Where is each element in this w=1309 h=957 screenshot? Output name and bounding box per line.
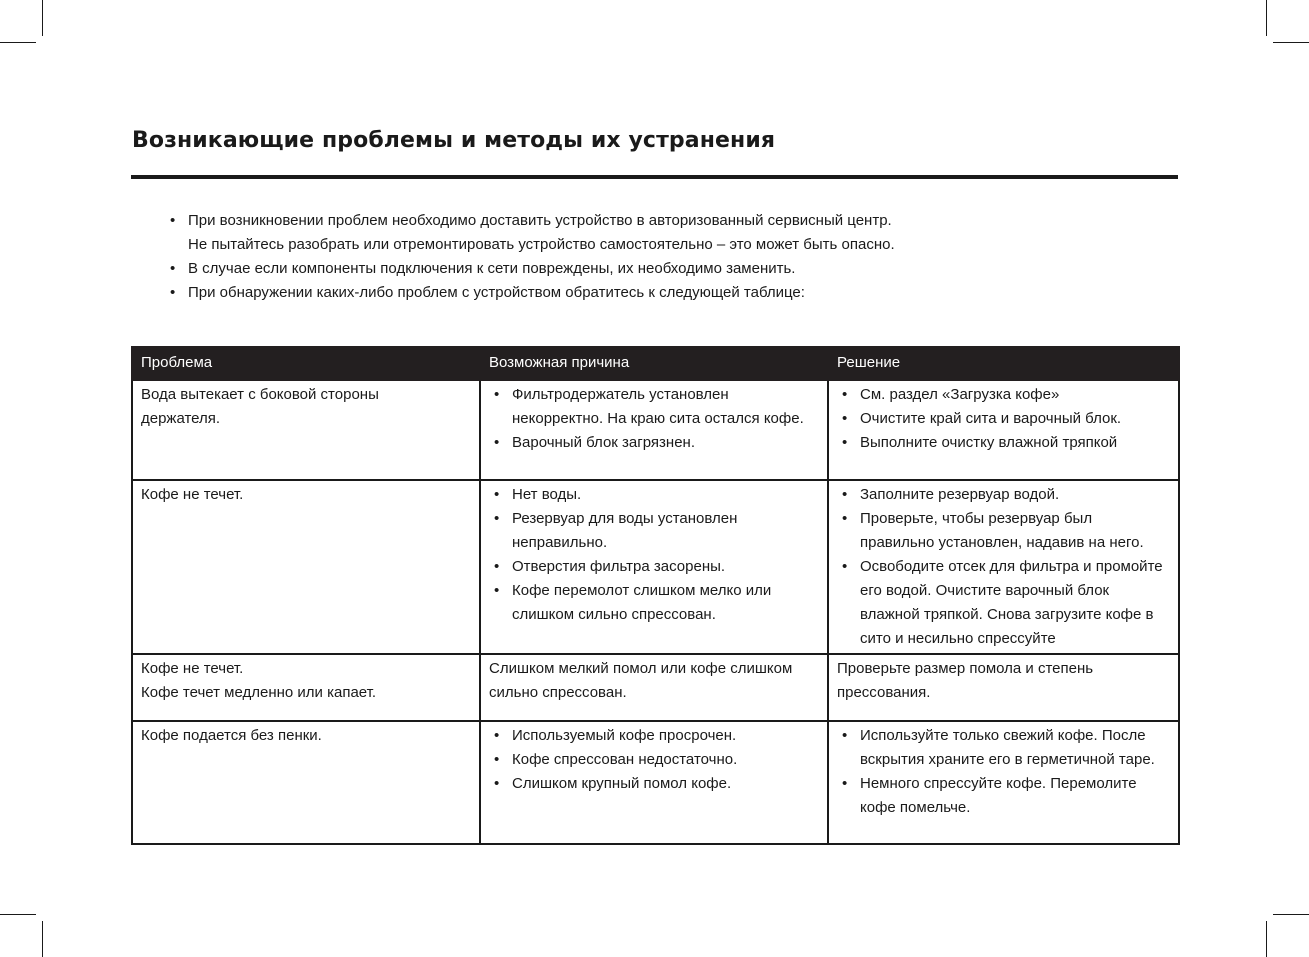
cell-text: Кофе подается без пенки.	[141, 727, 322, 744]
troubleshooting-table	[131, 346, 1180, 845]
intro-item	[168, 209, 1068, 257]
intro-list	[168, 209, 1068, 305]
cause-cell	[480, 654, 828, 721]
intro-item	[168, 281, 1068, 305]
cell-text: Кофе не течет.	[141, 660, 244, 677]
crop-mark	[42, 921, 43, 957]
table-row	[132, 380, 1179, 480]
list-item: • Выполните очистку влажной тряпкой	[837, 431, 1170, 455]
list-item: • Освободите отсек для фильтра и промойте его водой. Очистите варочный блок влажной тряпкой. Снова загрузите кофе в сито и несильно спрессуйте	[837, 555, 1170, 651]
cause-list	[489, 383, 819, 455]
list-item: • Резервуар для воды установлен неправильно.	[489, 507, 819, 555]
crop-mark	[1273, 42, 1309, 43]
list-item: • Заполните резервуар водой.	[837, 483, 1170, 507]
intro-item-text: • При возникновении проблем необходимо доставить устройство в авторизованный сервисный центр.	[188, 212, 892, 229]
column-header-solution: Решение	[828, 347, 1179, 380]
cell-text: Проверьте размер помола и степень	[837, 660, 1094, 677]
list-item: • Фильтродержатель установлен некорректно. На краю сита остался кофе.	[489, 383, 819, 431]
list-item: • Кофе перемолот слишком мелко или слишком сильно спрессован.	[489, 579, 819, 627]
cell-text: прессования.	[837, 684, 931, 701]
column-header-problem: Проблема	[132, 347, 480, 380]
intro-item	[168, 257, 1068, 281]
list-item: • См. раздел «Загрузка кофе»	[837, 383, 1170, 407]
cell-text: Вода вытекает с боковой стороны	[141, 386, 379, 403]
solution-list	[837, 383, 1170, 455]
list-item: • Слишком крупный помол кофе.	[489, 772, 819, 796]
intro-item-text: При обнаружении каких-либо проблем с устройством обратитесь к следующей таблице:	[188, 284, 805, 301]
cause-cell	[480, 721, 828, 844]
table-header-row	[132, 347, 1179, 380]
page-title: Возникающие проблемы и методы их устранения	[132, 128, 776, 153]
table-row	[132, 480, 1179, 654]
list-item: • Используйте только свежий кофе. После вскрытия храните его в герметичной таре.	[837, 724, 1170, 772]
intro-item-text: Не пытайтесь разобрать или отремонтировать устройство самостоятельно – это может быть опасно.	[188, 236, 895, 253]
list-item: • Варочный блок загрязнен.	[489, 431, 819, 455]
solution-cell	[828, 654, 1179, 721]
crop-mark	[0, 42, 36, 43]
cell-text: Кофе не течет.	[141, 486, 244, 503]
list-item: • Кофе спрессован недостаточно.	[489, 748, 819, 772]
solution-list	[837, 724, 1170, 820]
crop-mark	[1273, 914, 1309, 915]
crop-mark	[42, 0, 43, 36]
cell-text: держателя.	[141, 410, 221, 427]
crop-mark	[1266, 921, 1267, 957]
table-row	[132, 654, 1179, 721]
intro-item-text: В случае если компоненты подключения к сети повреждены, их необходимо заменить.	[188, 260, 796, 277]
list-item: • Отверстия фильтра засорены.	[489, 555, 819, 579]
list-item: • Немного спрессуйте кофе. Перемолите кофе помельче.	[837, 772, 1170, 820]
list-item: • Проверьте, чтобы резервуар был правильно установлен, надавив на него.	[837, 507, 1170, 555]
list-item: • Нет воды.	[489, 483, 819, 507]
problem-cell	[132, 480, 480, 654]
solution-list	[837, 483, 1170, 651]
cell-text: сильно спрессован.	[489, 684, 627, 701]
solution-cell	[828, 480, 1179, 654]
column-header-cause: Возможная причина	[480, 347, 828, 380]
problem-cell	[132, 380, 480, 480]
cause-list	[489, 483, 819, 627]
cell-text: Слишком мелкий помол или кофе слишком	[489, 660, 793, 677]
list-item: • Используемый кофе просрочен.	[489, 724, 819, 748]
cause-cell	[480, 480, 828, 654]
cause-list	[489, 724, 819, 796]
table-row	[132, 721, 1179, 844]
problem-cell	[132, 654, 480, 721]
crop-mark	[0, 914, 36, 915]
problem-cell	[132, 721, 480, 844]
title-rule	[131, 175, 1178, 179]
cell-text: Кофе течет медленно или капает.	[141, 684, 377, 701]
list-item: • Очистите край сита и варочный блок.	[837, 407, 1170, 431]
solution-cell	[828, 380, 1179, 480]
solution-cell	[828, 721, 1179, 844]
crop-mark	[1266, 0, 1267, 36]
cause-cell	[480, 380, 828, 480]
